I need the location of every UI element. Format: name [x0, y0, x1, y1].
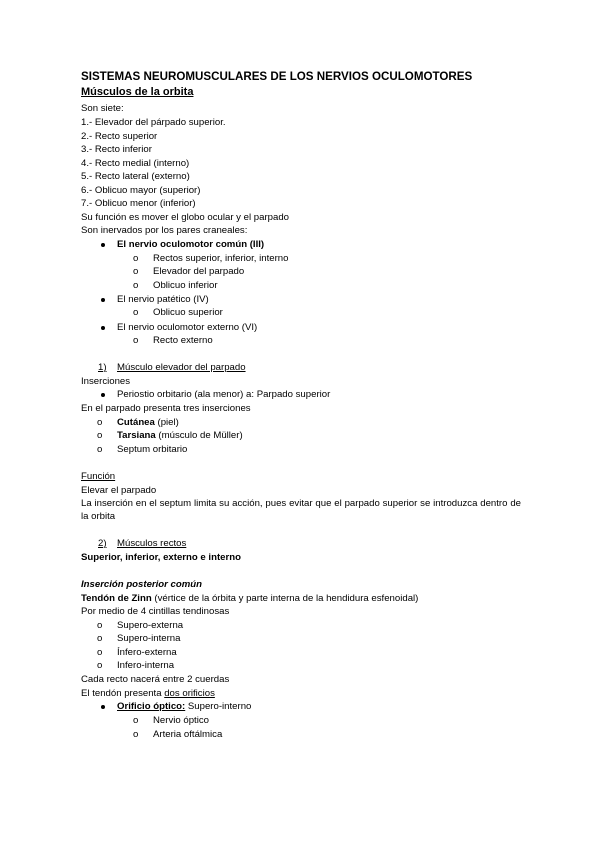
- list-label: Supero-interna: [117, 633, 181, 644]
- list-item: [117, 388, 330, 401]
- term-detail: (vértice de la órbita y parte interna de la hendidura esfenoidal): [151, 593, 419, 604]
- paragraph-text: Cada recto nacerá entre 2 cuerdas: [81, 674, 230, 685]
- list-item: [97, 619, 184, 632]
- paragraph-text: La inserción en el septum limita su acción, pues evitar que el parpado superior se introduzca dentro de la orbita: [81, 498, 521, 522]
- inserciones-label: Inserciones: [81, 376, 131, 387]
- list-item: 1.- Elevador del párpado superior.: [81, 117, 226, 128]
- section-heading-label: Músculos rectos: [117, 538, 187, 549]
- list-item: [97, 443, 188, 456]
- sub-list-item: [133, 306, 223, 319]
- bullet-icon: [101, 243, 105, 247]
- sub-list-label: Oblicuo superior: [153, 307, 223, 318]
- section-number: 2): [98, 538, 107, 549]
- innervation-text: Son inervados por los pares craneales:: [81, 225, 248, 236]
- section-number: 1): [98, 362, 107, 373]
- sub-list-item: [133, 279, 218, 292]
- paragraph-text: [81, 592, 418, 605]
- underlined-term: dos orificios: [164, 688, 215, 699]
- list-label: Periostio orbitario (ala menor) a: Parpado superior: [117, 389, 331, 400]
- sub-list-label: Recto externo: [153, 335, 213, 346]
- paragraph-text: [81, 687, 215, 700]
- term-bold: Cutánea: [117, 417, 155, 428]
- nerve-item-iv: [117, 293, 209, 306]
- circle-bullet-icon: o: [97, 444, 103, 455]
- list-label: Infero-interna: [117, 660, 175, 671]
- list-item: [97, 659, 175, 672]
- list-item: 2.- Recto superior: [81, 131, 158, 142]
- page-title: SISTEMAS NEUROMUSCULARES DE LOS NERVIOS OCULOMOTORES: [81, 70, 473, 83]
- term-bold: Tendón de Zinn: [81, 593, 152, 604]
- term-bold: Tarsiana: [117, 430, 156, 441]
- circle-bullet-icon: o: [133, 253, 139, 264]
- section-heading-musculos-orbita: Músculos de la orbita: [81, 86, 194, 98]
- nerve-label: El nervio oculomotor externo (VI): [117, 322, 258, 333]
- circle-bullet-icon: o: [133, 729, 139, 740]
- list-item: 4.- Recto medial (interno): [81, 158, 190, 169]
- nerve-label: El nervio patético (IV): [117, 294, 209, 305]
- section-heading-elevador: [98, 361, 246, 374]
- funcion-heading: Función: [81, 471, 116, 482]
- section-heading-label: Músculo elevador del parpado: [117, 362, 246, 373]
- nerve-item-vi: [117, 321, 257, 334]
- list-item: [117, 700, 251, 713]
- subheading-bold: Superior, inferior, externo e interno: [81, 552, 241, 563]
- circle-bullet-icon: o: [97, 660, 103, 671]
- circle-bullet-icon: o: [97, 647, 103, 658]
- sub-list-item: [133, 714, 209, 727]
- sub-list-label: Rectos superior, inferior, interno: [153, 253, 289, 264]
- text-span: El tendón presenta: [81, 688, 165, 699]
- paragraph-text: Elevar el parpado: [81, 485, 157, 496]
- list-label: Septum orbitario: [117, 444, 188, 455]
- paragraph-text: En el parpado presenta tres inserciones: [81, 403, 251, 414]
- sub-list-item: [133, 728, 223, 741]
- circle-bullet-icon: o: [97, 620, 103, 631]
- subheading-italic: Inserción posterior común: [81, 579, 203, 590]
- list-item: [97, 632, 181, 645]
- sub-list-item: [133, 265, 245, 278]
- list-item: 7.- Oblicuo menor (inferior): [81, 198, 196, 209]
- intro-text: Son siete:: [81, 103, 124, 114]
- term-detail: (piel): [154, 417, 179, 428]
- nerve-item-iii: [117, 238, 264, 251]
- bullet-icon: [101, 705, 105, 709]
- sub-list-item: [133, 252, 289, 265]
- term-bold: Orificio óptico:: [117, 701, 186, 712]
- term-detail: Supero-interno: [185, 701, 252, 712]
- paragraph-text: Por medio de 4 cintillas tendinosas: [81, 606, 230, 617]
- bullet-icon: [101, 393, 105, 397]
- list-item: [97, 416, 179, 429]
- function-text: Su función es mover el globo ocular y el parpado: [81, 212, 289, 223]
- circle-bullet-icon: o: [133, 307, 139, 318]
- circle-bullet-icon: o: [133, 266, 139, 277]
- list-item: 3.- Recto inferior: [81, 144, 152, 155]
- sub-list-label: Arteria oftálmica: [153, 729, 223, 740]
- nerve-label: El nervio oculomotor común (III): [117, 239, 265, 250]
- circle-bullet-icon: o: [133, 280, 139, 291]
- list-label: Ínfero-externa: [117, 647, 177, 658]
- list-item: [97, 429, 243, 442]
- circle-bullet-icon: o: [133, 715, 139, 726]
- circle-bullet-icon: o: [133, 335, 139, 346]
- sub-list-label: Nervio óptico: [153, 715, 209, 726]
- section-heading-rectos: [98, 537, 187, 550]
- list-item: 6.- Oblicuo mayor (superior): [81, 185, 201, 196]
- list-label: Supero-externa: [117, 620, 184, 631]
- term-detail: (músculo de Müller): [155, 430, 243, 441]
- bullet-icon: [101, 326, 105, 330]
- list-item: 5.- Recto lateral (externo): [81, 171, 190, 182]
- circle-bullet-icon: o: [97, 417, 103, 428]
- circle-bullet-icon: o: [97, 430, 103, 441]
- sub-list-label: Oblicuo inferior: [153, 280, 218, 291]
- list-item: [97, 646, 177, 659]
- bullet-icon: [101, 298, 105, 302]
- sub-list-label: Elevador del parpado: [153, 266, 245, 277]
- circle-bullet-icon: o: [97, 633, 103, 644]
- sub-list-item: [133, 334, 213, 347]
